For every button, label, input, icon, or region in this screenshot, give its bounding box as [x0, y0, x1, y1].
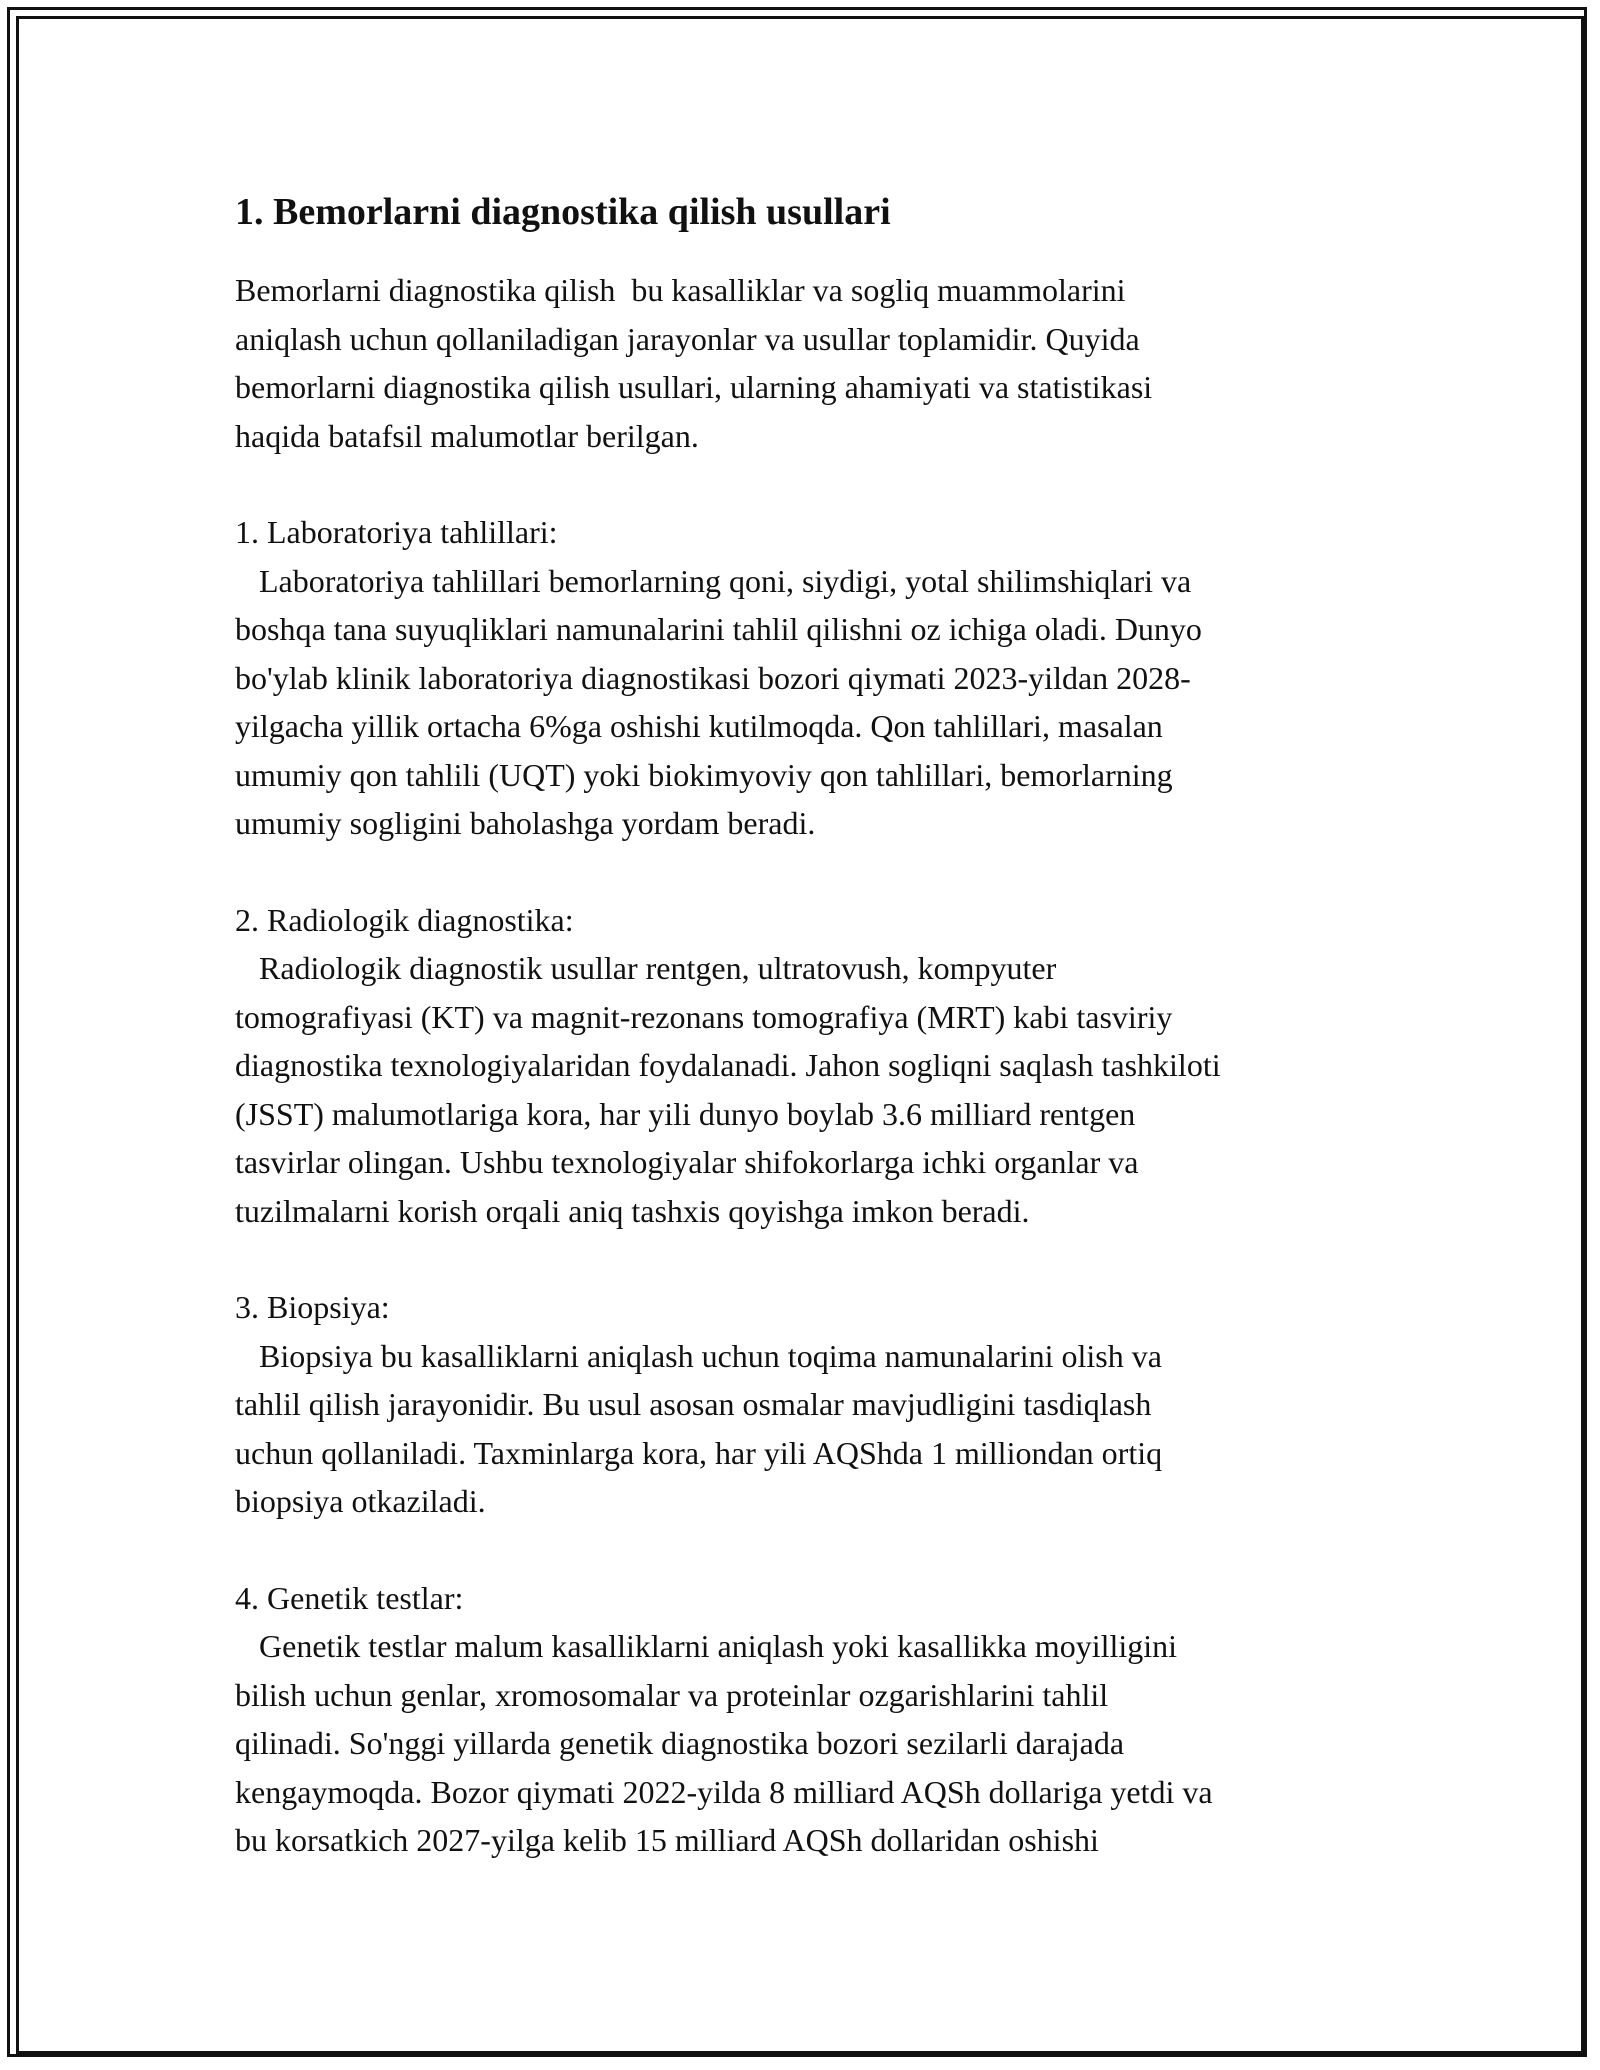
- document-content: [235, 186, 1375, 1913]
- section-genetic-tests: [235, 1574, 1375, 1865]
- section-biopsy: [235, 1283, 1375, 1526]
- section-laboratory: [235, 508, 1375, 848]
- section-body: Radiologik diagnostik usullar rentgen, ultratovush, kompyuter tomografiyasi (KT) va magnit-rezonans tomografiya (MRT) kabi tasviriy diagnostika texnologiyalaridan foydalanadi. Jahon sogliqni saqlash tashkiloti (JSST) malumotlariga kora, har yili dunyo boylab 3.6 milliard rentgen tasvirlar olingan. Ushbu texnologiyalar shifokorlarga ichki organlar va tuzilmalarni korish orqali aniq tashxis qoyishga imkon beradi.: [235, 950, 1221, 1229]
- document-title: 1. Bemorlarni diagnostika qilish usullari: [235, 191, 891, 233]
- intro-paragraph: Bemorlarni diagnostika qilish bu kasalliklar va sogliq muammolarini aniqlash uchun qollaniladigan jarayonlar va usullar toplamidir. Quyida bemorlarni diagnostika qilish usullari, ularning ahamiyati va statistikasi haqida batafsil malumotlar berilgan.: [235, 272, 1153, 454]
- section-heading: 4. Genetik testlar:: [235, 1579, 464, 1616]
- section-body: Biopsiya bu kasalliklarni aniqlash uchun toqima namunalarini olish va tahlil qilish jarayonidir. Bu usul asosan osmalar mavjudligini tasdiqlash uchun qollaniladi. Taxminlarga kora, har yili AQShda 1 milliondan ortiq biopsiya otkaziladi.: [235, 1337, 1163, 1519]
- section-radiology: [235, 896, 1375, 1236]
- section-heading: 3. Biopsiya:: [235, 1289, 390, 1325]
- section-body: Genetik testlar malum kasalliklarni aniqlash yoki kasallikka moyilligini bilish uchun genlar, xromosomalar va proteinlar ozgarishlarini tahlil qilinadi. So'nggi yillarda genetik diagnostika bozori sezilarli darajada kengaymoqda. Bozor qiymati 2022-yilda 8 milliard AQSh dollariga yetdi va bu korsatkich 2027-yilga kelib 15 milliard AQSh dollaridan oshishi: [235, 1628, 1213, 1858]
- section-heading: 2. Radiologik diagnostika:: [235, 901, 574, 938]
- section-heading: 1. Laboratoriya tahlillari:: [235, 514, 558, 550]
- section-body: Laboratoriya tahlillari bemorlarning qoni, siydigi, yotal shilimshiqlari va boshqa tana suyuqliklari namunalarini tahlil qilishni oz ichiga oladi. Dunyo bo'ylab klinik laboratoriya diagnostikasi bozori qiymati 2023-yildan 2028- yilgacha yillik ortacha 6%ga oshishi kutilmoqda. Qon tahlillari, masalan umumiy qon tahlili (UQT) yoki biokimyoviy qon tahlillari, bemorlarning umumiy sogligini baholashga yordam beradi.: [235, 562, 1202, 841]
